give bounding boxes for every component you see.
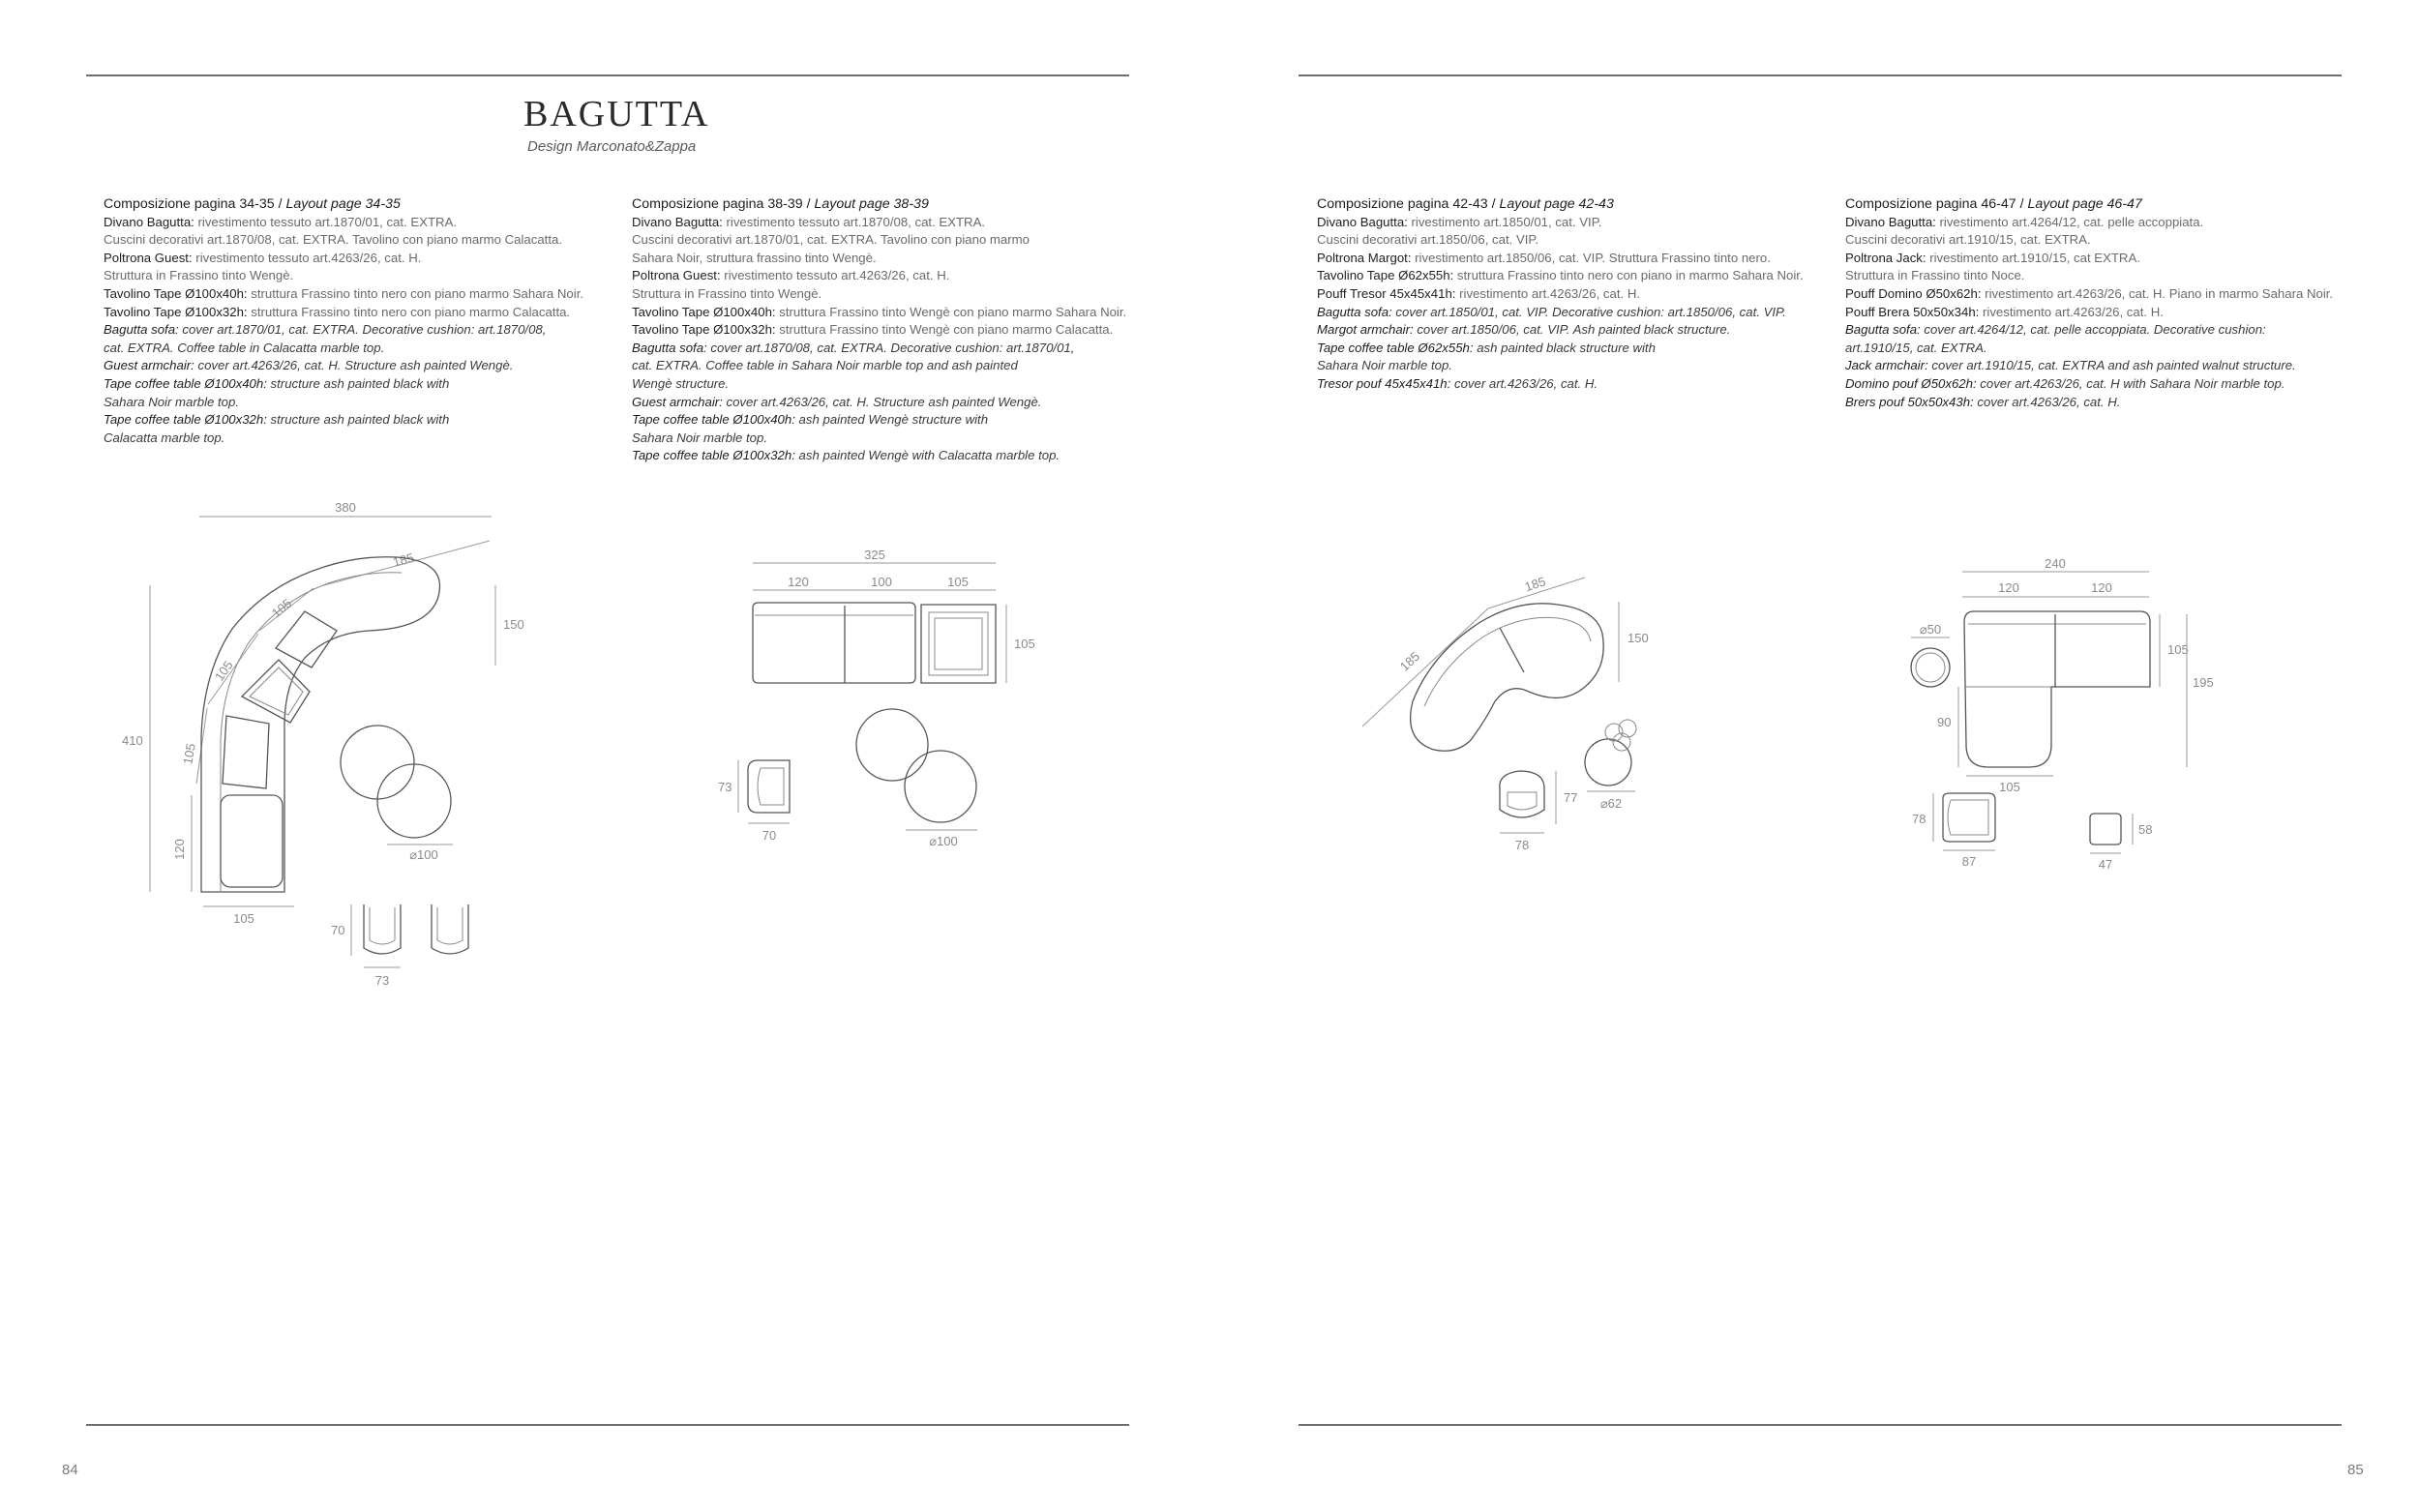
table-square-inner bbox=[929, 612, 988, 675]
spec-label: Brers pouf 50x50x43h: bbox=[1845, 394, 1974, 409]
spec-label: Tape coffee table Ø100x32h: bbox=[632, 448, 795, 463]
curved-sofa-outline bbox=[201, 557, 439, 892]
dim-120b: 120 bbox=[2091, 580, 2112, 595]
spec-text: rivestimento tessuto art.1870/08, cat. EXTRA. bbox=[722, 214, 986, 229]
spec-line bbox=[1845, 394, 2333, 412]
spec-text: rivestimento art.4263/26, cat. H. bbox=[1979, 304, 2164, 319]
spec-text: cover art.1910/15, cat. EXTRA and ash painted walnut structure. bbox=[1927, 358, 2296, 373]
spec-line bbox=[632, 447, 1126, 465]
corner-sofa-outline bbox=[1964, 611, 2150, 767]
spec-label: Pouff Domino Ø50x62h: bbox=[1845, 285, 1982, 301]
guest-armchair-1-seat bbox=[370, 907, 395, 944]
spec-line bbox=[632, 214, 1126, 232]
spec-text: rivestimento art.1850/06, cat. VIP. Struttura Frassino tinto nero. bbox=[1411, 250, 1771, 265]
domino-pouf-top bbox=[1916, 653, 1945, 682]
margot-armchair bbox=[1500, 771, 1544, 817]
page-number-right: 85 bbox=[2347, 1462, 2364, 1478]
spec-text: Struttura in Frassino tinto Wengè. bbox=[104, 268, 294, 283]
dim-q58: 58 bbox=[2138, 822, 2153, 837]
spec-label: Divano Bagutta: bbox=[1317, 214, 1408, 229]
spec-label: Divano Bagutta: bbox=[632, 214, 723, 229]
spec-text: Sahara Noir marble top. bbox=[104, 394, 240, 409]
spec-line bbox=[104, 375, 583, 394]
spec-label: Tape coffee table Ø100x40h: bbox=[104, 375, 267, 391]
spec-line bbox=[632, 285, 1126, 304]
spec-label: Tavolino Tape Ø100x32h: bbox=[104, 304, 248, 319]
spec-text: struttura Frassino tinto Wengè con piano marmo Calacatta. bbox=[775, 322, 1114, 338]
spec-text: Cuscini decorativi art.1870/01, cat. EXTRA. Tavolino con piano marmo bbox=[632, 232, 1030, 248]
brand-title: BAGUTTA bbox=[523, 94, 710, 134]
spec-text: cover art.1870/01, cat. EXTRA. Decorative cushion: art.1870/08, bbox=[178, 322, 547, 338]
dim-t100: ⌀100 bbox=[409, 847, 438, 862]
spec-label: Tresor pouf 45x45x41h: bbox=[1317, 375, 1451, 391]
dim-h90: 90 bbox=[1937, 715, 1952, 729]
composition-34-35 bbox=[104, 195, 583, 447]
spec-label: Poltrona Jack: bbox=[1845, 250, 1926, 265]
bottom-rule-right bbox=[1299, 1424, 2342, 1426]
spec-label: Divano Bagutta: bbox=[104, 214, 194, 229]
spec-line bbox=[1845, 321, 2333, 340]
spec-text: struttura Frassino tinto nero con piano marmo Calacatta. bbox=[247, 304, 571, 319]
spec-text: struttura Frassino tinto nero con piano in marmo Sahara Noir. bbox=[1453, 268, 1804, 283]
brera-pouf bbox=[2090, 814, 2121, 845]
spec-line bbox=[632, 357, 1126, 375]
spec-label: Margot armchair: bbox=[1317, 322, 1414, 338]
spec-line bbox=[1317, 250, 1804, 268]
spec-line bbox=[632, 304, 1126, 322]
spec-label: Divano Bagutta: bbox=[1845, 214, 1936, 229]
spec-label: Poltrona Guest: bbox=[632, 268, 721, 283]
guest-armchair-seat bbox=[758, 768, 784, 805]
spec-text: structure ash painted black with bbox=[266, 412, 450, 428]
cushion-upper bbox=[276, 611, 337, 667]
spec-label: Tape coffee table Ø100x32h: bbox=[104, 412, 267, 428]
spec-line bbox=[1845, 304, 2333, 322]
spec-text: cover art.4263/26, cat. H. bbox=[1973, 394, 2121, 409]
spec-line bbox=[104, 250, 583, 268]
spec-label: Pouff Brera 50x50x34h: bbox=[1845, 304, 1980, 319]
heading-it: Composizione pagina 46-47 / bbox=[1845, 196, 2028, 212]
spec-line bbox=[1845, 231, 2333, 250]
sofa-divider bbox=[1500, 628, 1524, 672]
floorplan-34-35 bbox=[106, 493, 552, 988]
spec-line bbox=[104, 214, 583, 232]
spec-line bbox=[1317, 214, 1804, 232]
spec-text: rivestimento art.4263/26, cat. H. bbox=[1455, 285, 1641, 301]
composition-heading bbox=[632, 195, 1126, 214]
dim-325: 325 bbox=[864, 548, 885, 562]
spec-line bbox=[104, 231, 583, 250]
sofa-body bbox=[753, 603, 915, 683]
dim-t100: ⌀100 bbox=[929, 834, 958, 848]
dim-185b: 185 bbox=[1396, 648, 1422, 674]
spec-text: cover art.1850/01, cat. VIP. Decorative cushion: art.1850/06, cat. VIP. bbox=[1391, 304, 1786, 319]
composition-46-47 bbox=[1845, 195, 2333, 411]
spec-line bbox=[1317, 231, 1804, 250]
floorplan-38-39 bbox=[718, 548, 1035, 859]
spec-text: Sahara Noir, struttura frassino tinto Wengè. bbox=[632, 250, 877, 265]
floorplan-42-43 bbox=[1355, 556, 1674, 875]
heading-en: Layout page 38-39 bbox=[814, 196, 929, 212]
spec-text: rivestimento art.1910/15, cat EXTRA. bbox=[1926, 250, 2140, 265]
dim-120: 120 bbox=[788, 575, 809, 589]
spec-label: Jack armchair: bbox=[1845, 358, 1928, 373]
heading-it: Composizione pagina 34-35 / bbox=[104, 196, 286, 212]
spec-text: cover art.4263/26, cat. H with Sahara Noir marble top. bbox=[1976, 375, 2285, 391]
dim-h105: 105 bbox=[2167, 642, 2189, 657]
spec-label: Bagutta sofa: bbox=[632, 340, 707, 355]
spec-line bbox=[632, 375, 1126, 394]
dim-185: 185 bbox=[391, 549, 416, 570]
spec-text: cover art.1850/06, cat. VIP. Ash painted black structure. bbox=[1413, 322, 1731, 338]
spec-label: Tavolino Tape Ø62x55h: bbox=[1317, 268, 1454, 283]
spec-line bbox=[632, 411, 1126, 430]
spec-text: rivestimento art.4263/26, cat. H. Piano in marmo Sahara Noir. bbox=[1981, 285, 2334, 301]
dim-a87: 87 bbox=[1961, 854, 1977, 869]
dim-q47: 47 bbox=[2098, 857, 2113, 872]
spec-text: cover art.4263/26, cat. H. bbox=[1450, 375, 1598, 391]
spec-text: structure ash painted black with bbox=[266, 375, 450, 391]
composition-heading bbox=[1845, 195, 2333, 214]
spec-text: cat. EXTRA. Coffee table in Sahara Noir marble top and ash painted bbox=[632, 358, 1018, 373]
heading-it: Composizione pagina 38-39 / bbox=[632, 196, 815, 212]
tape-table-2 bbox=[905, 751, 976, 822]
spec-line bbox=[104, 394, 583, 412]
spec-line bbox=[1845, 214, 2333, 232]
spec-text: Calacatta marble top. bbox=[104, 430, 225, 445]
margot-armchair-seat bbox=[1508, 792, 1537, 810]
spec-label: Poltrona Margot: bbox=[1317, 250, 1412, 265]
dim-240: 240 bbox=[2045, 556, 2066, 571]
dim-105w: 105 bbox=[947, 575, 969, 589]
designer-credit: Design Marconato&Zappa bbox=[527, 138, 697, 155]
spec-text: rivestimento art.1850/01, cat. VIP. bbox=[1407, 214, 1602, 229]
heading-en: Layout page 42-43 bbox=[1499, 196, 1614, 212]
tape-table-2 bbox=[377, 764, 451, 838]
heading-en: Layout page 34-35 bbox=[285, 196, 401, 212]
dim-105c: 105 bbox=[180, 742, 198, 766]
spec-label: Guest armchair: bbox=[104, 358, 194, 373]
dim-a78: 78 bbox=[1514, 838, 1530, 852]
spec-label: Tape coffee table Ø100x40h: bbox=[632, 412, 795, 428]
composition-38-39 bbox=[632, 195, 1126, 465]
spec-line bbox=[1845, 267, 2333, 285]
dim-120: 120 bbox=[172, 839, 187, 860]
dim-h105: 105 bbox=[1014, 637, 1035, 651]
dim-105a: 105 bbox=[268, 595, 295, 621]
composition-42-43 bbox=[1317, 195, 1804, 394]
dim-w105: 105 bbox=[1999, 780, 2020, 794]
spec-line bbox=[104, 340, 583, 358]
spec-text: ash painted Wengè with Calacatta marble top. bbox=[794, 448, 1060, 463]
top-rule-left bbox=[86, 74, 1129, 76]
spec-text: cover art.1870/08, cat. EXTRA. Decorative cushion: art.1870/01, bbox=[706, 340, 1075, 355]
spec-line bbox=[1317, 357, 1804, 375]
spec-text: ash painted Wengè structure with bbox=[794, 412, 989, 428]
dim-a73: 73 bbox=[374, 973, 390, 988]
spec-text: rivestimento art.4264/12, cat. pelle accoppiata. bbox=[1935, 214, 2204, 229]
spec-text: struttura Frassino tinto nero con piano marmo Sahara Noir. bbox=[247, 285, 584, 301]
dim-a70: 70 bbox=[762, 828, 777, 843]
spec-line bbox=[632, 340, 1126, 358]
table-square-top bbox=[935, 618, 982, 669]
spec-text: Sahara Noir marble top. bbox=[632, 430, 768, 445]
heading-it: Composizione pagina 42-43 / bbox=[1317, 196, 1500, 212]
composition-heading bbox=[104, 195, 583, 214]
sofa-inner bbox=[221, 573, 402, 892]
spec-line bbox=[104, 430, 583, 448]
dim-a70: 70 bbox=[331, 923, 345, 937]
spec-line bbox=[1845, 357, 2333, 375]
spec-text: rivestimento tessuto art.1870/01, cat. EXTRA. bbox=[194, 214, 458, 229]
dim-line-185b bbox=[1362, 608, 1488, 726]
spec-label: Poltrona Guest: bbox=[104, 250, 193, 265]
dim-120a: 120 bbox=[1998, 580, 2019, 595]
spec-line bbox=[104, 267, 583, 285]
dim-h150: 150 bbox=[1628, 631, 1649, 645]
spec-text: struttura Frassino tinto Wengè con piano marmo Sahara Noir. bbox=[775, 304, 1127, 319]
spec-text: Sahara Noir marble top. bbox=[1317, 358, 1453, 373]
spec-label: Domino pouf Ø50x62h: bbox=[1845, 375, 1977, 391]
spec-line bbox=[632, 430, 1126, 448]
jack-armchair-seat bbox=[1948, 800, 1988, 835]
spec-line bbox=[632, 394, 1126, 412]
heading-en: Layout page 46-47 bbox=[2027, 196, 2142, 212]
tape-table-1 bbox=[856, 709, 928, 781]
spec-label: Tavolino Tape Ø100x40h: bbox=[104, 285, 248, 301]
spec-label: Guest armchair: bbox=[632, 394, 723, 409]
spec-line bbox=[1845, 285, 2333, 304]
spec-line bbox=[1317, 321, 1804, 340]
dim-a73: 73 bbox=[718, 780, 732, 794]
spec-text: Cuscini decorativi art.1870/08, cat. EXTRA. Tavolino con piano marmo Calacatta. bbox=[104, 232, 563, 248]
bean-sofa-outline bbox=[1411, 604, 1604, 751]
dim-105w: 105 bbox=[233, 911, 254, 926]
spec-text: Wengè structure. bbox=[632, 375, 730, 391]
spec-line bbox=[1317, 340, 1804, 358]
dim-100: 100 bbox=[871, 575, 892, 589]
spec-line bbox=[1845, 340, 2333, 358]
composition-heading bbox=[1317, 195, 1804, 214]
spec-text: ash painted black structure with bbox=[1473, 340, 1656, 355]
dim-a78: 78 bbox=[1912, 812, 1926, 826]
spec-line bbox=[632, 231, 1126, 250]
domino-pouf bbox=[1911, 648, 1950, 687]
spec-line bbox=[104, 357, 583, 375]
spec-line bbox=[104, 285, 583, 304]
spec-line bbox=[104, 411, 583, 430]
floorplan-46-47 bbox=[1896, 556, 2214, 875]
dim-p50: ⌀50 bbox=[1919, 622, 1942, 637]
bottom-rule-left bbox=[86, 1424, 1129, 1426]
dim-h195: 195 bbox=[2193, 675, 2214, 690]
tape-table bbox=[1585, 739, 1631, 786]
table-square bbox=[921, 605, 996, 683]
spec-text: cover art.4263/26, cat. H. Structure ash painted Wengè. bbox=[722, 394, 1042, 409]
guest-armchair-2-seat bbox=[437, 907, 463, 944]
dim-105b: 105 bbox=[211, 658, 236, 684]
spec-line bbox=[1317, 267, 1804, 285]
dim-150: 150 bbox=[503, 617, 524, 632]
spec-text: rivestimento tessuto art.4263/26, cat. H. bbox=[720, 268, 950, 283]
spec-label: Tavolino Tape Ø100x40h: bbox=[632, 304, 776, 319]
spec-text: cover art.4264/12, cat. pelle accoppiata. Decorative cushion: bbox=[1920, 322, 2266, 338]
spec-line bbox=[1317, 375, 1804, 394]
cushion-lower bbox=[223, 716, 269, 788]
dim-a77: 77 bbox=[1564, 790, 1578, 805]
spec-text: Cuscini decorativi art.1850/06, cat. VIP. bbox=[1317, 232, 1539, 248]
spec-line bbox=[1317, 285, 1804, 304]
spec-label: Pouff Tresor 45x45x41h: bbox=[1317, 285, 1456, 301]
top-rule-right bbox=[1299, 74, 2342, 76]
spec-line bbox=[632, 250, 1126, 268]
spec-text: cover art.4263/26, cat. H. Structure ash painted Wengè. bbox=[194, 358, 514, 373]
spec-label: Bagutta sofa: bbox=[1317, 304, 1392, 319]
spec-text: rivestimento tessuto art.4263/26, cat. H. bbox=[192, 250, 422, 265]
spec-text: art.1910/15, cat. EXTRA. bbox=[1845, 340, 1987, 355]
spec-line bbox=[632, 267, 1126, 285]
spec-line bbox=[1845, 250, 2333, 268]
page-number-left: 84 bbox=[62, 1462, 78, 1478]
spec-text: Cuscini decorativi art.1910/15, cat. EXTRA. bbox=[1845, 232, 2091, 248]
spec-label: Tavolino Tape Ø100x32h: bbox=[632, 322, 776, 338]
spec-text: cat. EXTRA. Coffee table in Calacatta marble top. bbox=[104, 340, 385, 355]
spec-label: Tape coffee table Ø62x55h: bbox=[1317, 340, 1474, 355]
dim-t62: ⌀62 bbox=[1599, 796, 1623, 811]
spec-text: Struttura in Frassino tinto Wengè. bbox=[632, 285, 822, 301]
dim-410: 410 bbox=[122, 733, 143, 748]
tape-table-1 bbox=[341, 726, 414, 799]
spec-line bbox=[1845, 375, 2333, 394]
spec-line bbox=[632, 321, 1126, 340]
spec-line bbox=[1317, 304, 1804, 322]
coffee-table-square bbox=[242, 660, 310, 723]
spec-line bbox=[104, 321, 583, 340]
bean-sofa-back bbox=[1424, 617, 1591, 706]
spec-label: Bagutta sofa: bbox=[104, 322, 179, 338]
spec-label: Bagutta sofa: bbox=[1845, 322, 1921, 338]
cushion-left bbox=[221, 795, 283, 887]
dim-380: 380 bbox=[335, 500, 356, 515]
dim-185a: 185 bbox=[1522, 574, 1548, 595]
spec-text: Struttura in Frassino tinto Noce. bbox=[1845, 268, 2025, 283]
spec-line bbox=[104, 304, 583, 322]
